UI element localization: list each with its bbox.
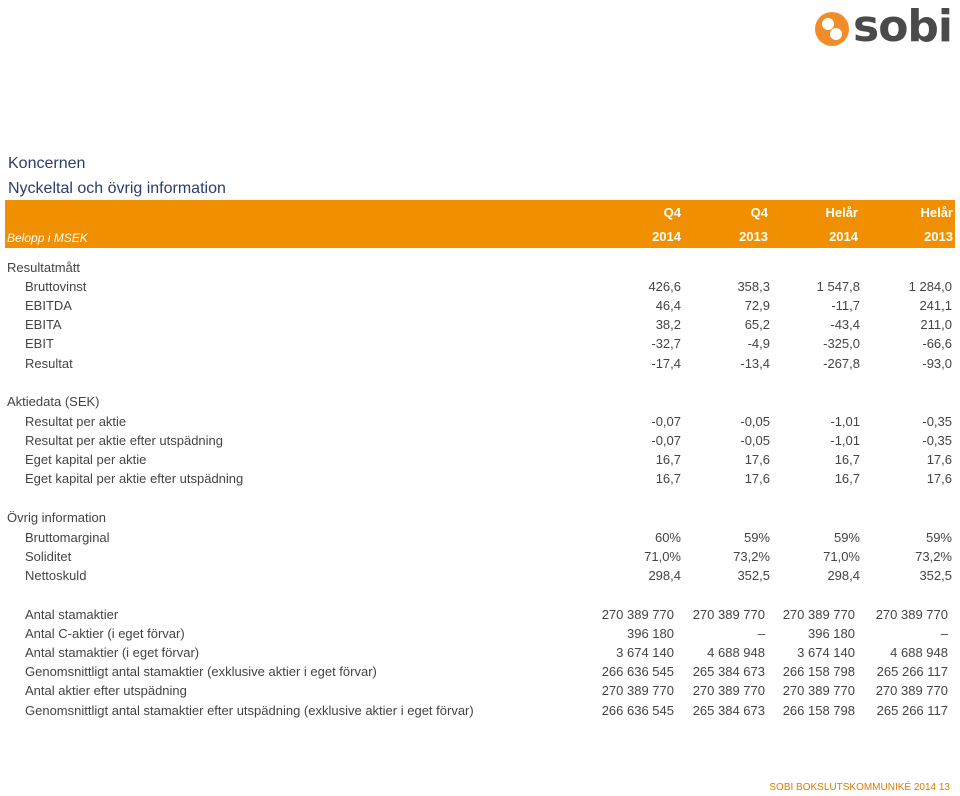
row-value-col-1: -0,07	[651, 433, 681, 448]
row-label: Genomsnittligt antal stamaktier (exklusive aktier i eget förvar)	[25, 664, 377, 679]
row-value-col-4: -93,0	[922, 356, 952, 371]
row-value-col-2: 265 384 673	[692, 664, 765, 679]
section-label: Resultatmått	[7, 260, 80, 275]
col-1-year: 2014	[652, 229, 681, 244]
table-row	[0, 701, 960, 720]
row-label: EBIT	[25, 336, 54, 351]
row-value-col-2: 17,6	[744, 471, 770, 486]
section-header-row	[0, 258, 960, 277]
row-value-col-1: 3 674 140	[616, 645, 674, 660]
row-label: Antal C-aktier (i eget förvar)	[25, 626, 185, 641]
row-value-col-3: 59%	[833, 530, 860, 545]
row-value-col-1: 266 636 545	[601, 664, 674, 679]
row-value-col-3: 270 389 770	[782, 607, 855, 622]
row-value-col-3: 1 547,8	[816, 279, 860, 294]
table-row	[0, 469, 960, 488]
row-value-col-4: 59%	[925, 530, 952, 545]
row-value-col-3: 298,4	[827, 568, 860, 583]
row-value-col-4: 211,0	[920, 317, 952, 332]
row-label: Nettoskuld	[25, 568, 87, 583]
page-footer: SOBI BOKSLUTSKOMMUNIKÉ 2014 13	[769, 782, 950, 793]
row-value-col-2: 270 389 770	[692, 683, 765, 698]
row-label: Resultat	[25, 356, 73, 371]
row-value-col-2: 352,5	[737, 568, 770, 583]
row-label: Antal stamaktier	[25, 607, 119, 622]
row-value-col-2: -0,05	[740, 414, 770, 429]
row-value-col-1: 270 389 770	[601, 607, 674, 622]
row-value-col-1: -0,07	[651, 414, 681, 429]
col-2-period: Q4	[750, 205, 768, 220]
table-row	[0, 450, 960, 469]
row-value-col-3: 266 158 798	[782, 664, 855, 679]
row-label: Eget kapital per aktie efter utspädning	[25, 471, 244, 486]
table-row	[0, 605, 960, 624]
row-value-col-1: 16,7	[655, 452, 681, 467]
row-value-col-3: -43,4	[830, 317, 860, 332]
row-value-col-1: 426,6	[648, 279, 681, 294]
row-value-col-2: 4 688 948	[707, 645, 765, 660]
row-value-col-3: -1,01	[830, 414, 860, 429]
row-label: Antal stamaktier (i eget förvar)	[25, 645, 200, 660]
row-value-col-1: 396 180	[627, 626, 674, 641]
section-header-row	[0, 508, 960, 527]
row-value-col-1: 60%	[654, 530, 681, 545]
row-value-col-2: 59%	[743, 530, 770, 545]
row-value-col-3: 396 180	[808, 626, 855, 641]
section-header-row	[0, 392, 960, 411]
row-value-col-2: 65,2	[744, 317, 770, 332]
row-value-col-3: 266 158 798	[782, 703, 855, 718]
row-value-col-4: –	[940, 626, 948, 641]
row-value-col-4: 17,6	[926, 471, 952, 486]
table-row	[0, 412, 960, 431]
table-row	[0, 296, 960, 315]
table-title: Nyckeltal och övrig information	[8, 180, 226, 197]
table-row	[0, 624, 960, 643]
row-label: EBITA	[25, 317, 62, 332]
table-row	[0, 354, 960, 373]
row-value-col-3: -267,8	[823, 356, 860, 371]
table-row	[0, 662, 960, 681]
row-value-col-4: 1 284,0	[908, 279, 952, 294]
row-value-col-4: 265 266 117	[876, 664, 948, 679]
section-label: Övrig information	[7, 510, 106, 525]
row-value-col-2: –	[757, 626, 765, 641]
row-value-col-2: 72,9	[744, 298, 770, 313]
row-value-col-4: -0,35	[922, 414, 952, 429]
row-value-col-4: 270 389 770	[875, 683, 948, 698]
row-value-col-1: 46,4	[655, 298, 681, 313]
col-2-year: 2013	[739, 229, 768, 244]
table-row	[0, 566, 960, 585]
row-value-col-2: -13,4	[740, 356, 770, 371]
col-3-period: Helår	[825, 205, 858, 220]
row-value-col-4: 17,6	[926, 452, 952, 467]
row-value-col-1: 38,2	[655, 317, 681, 332]
row-value-col-2: 270 389 770	[692, 607, 765, 622]
table-row	[0, 643, 960, 662]
col-1-period: Q4	[663, 205, 681, 220]
row-value-col-1: 16,7	[655, 471, 681, 486]
row-value-col-3: 3 674 140	[797, 645, 855, 660]
table-row	[0, 431, 960, 450]
row-label: Resultat per aktie	[25, 414, 127, 429]
row-label: Soliditet	[25, 549, 72, 564]
row-value-col-2: 265 384 673	[692, 703, 765, 718]
row-value-col-1: 298,4	[648, 568, 681, 583]
row-value-col-1: 266 636 545	[601, 703, 674, 718]
row-value-col-1: 270 389 770	[601, 683, 674, 698]
section-label: Aktiedata (SEK)	[7, 394, 100, 409]
row-value-col-3: 16,7	[834, 471, 860, 486]
sobi-logo-mark-icon	[815, 12, 849, 46]
row-value-col-4: -0,35	[922, 433, 952, 448]
row-value-col-1: -17,4	[651, 356, 681, 371]
row-value-col-2: 73,2%	[733, 549, 770, 564]
row-label: Genomsnittligt antal stamaktier efter utspädning (exklusive aktier i eget förvar)	[25, 703, 474, 718]
row-value-col-3: 16,7	[834, 452, 860, 467]
unit-label: Belopp i MSEK	[7, 231, 88, 245]
sobi-logo-text: sobi	[853, 1, 952, 52]
row-value-col-2: 358,3	[737, 279, 770, 294]
col-4-period: Helår	[920, 205, 953, 220]
table-row	[0, 547, 960, 566]
row-label: Resultat per aktie efter utspädning	[25, 433, 224, 448]
row-value-col-4: 270 389 770	[875, 607, 948, 622]
row-value-col-2: -4,9	[747, 336, 770, 351]
row-value-col-4: 241,1	[919, 298, 952, 313]
row-label: EBITDA	[25, 298, 72, 313]
row-value-col-3: -325,0	[823, 336, 860, 351]
section-title: Koncernen	[8, 155, 86, 172]
table-row	[0, 681, 960, 700]
col-3-year: 2014	[829, 229, 858, 244]
row-value-col-4: 352,5	[919, 568, 952, 583]
table-row	[0, 528, 960, 547]
sobi-logo	[815, 1, 952, 52]
row-label: Antal aktier efter utspädning	[25, 683, 187, 698]
row-value-col-3: -11,7	[831, 298, 860, 313]
row-value-col-2: -0,05	[740, 433, 770, 448]
row-label: Bruttomarginal	[25, 530, 110, 545]
row-value-col-3: 270 389 770	[782, 683, 855, 698]
table-header	[5, 200, 955, 248]
row-value-col-1: 71,0%	[644, 549, 681, 564]
row-value-col-4: 73,2%	[915, 549, 952, 564]
row-value-col-4: 4 688 948	[890, 645, 948, 660]
table-row	[0, 334, 960, 353]
row-label: Eget kapital per aktie	[25, 452, 147, 467]
row-label: Bruttovinst	[25, 279, 87, 294]
table-row	[0, 315, 960, 334]
row-value-col-3: -1,01	[830, 433, 860, 448]
row-value-col-4: -66,6	[922, 336, 952, 351]
row-value-col-4: 265 266 117	[876, 703, 948, 718]
row-value-col-3: 71,0%	[823, 549, 860, 564]
row-value-col-2: 17,6	[744, 452, 770, 467]
table-row	[0, 277, 960, 296]
col-4-year: 2013	[924, 229, 953, 244]
row-value-col-1: -32,7	[651, 336, 681, 351]
